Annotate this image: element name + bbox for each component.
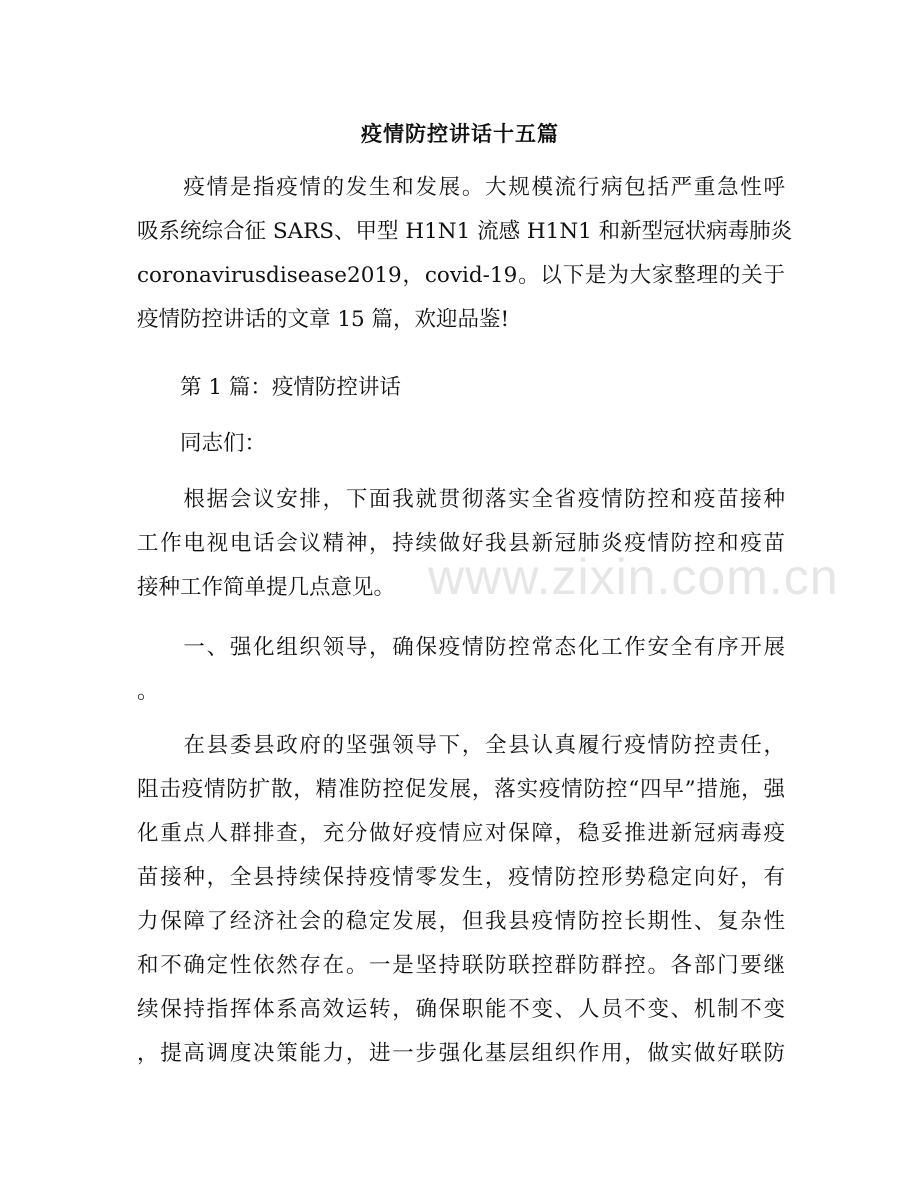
watermark: www.zixin.com.cn <box>428 549 839 605</box>
document-title: 疫情防控讲话十五篇 <box>361 121 559 146</box>
section-heading: 一、强化组织领导，确保疫情防控常态化工作安全有序开展 <box>137 635 785 660</box>
paragraph-line: 根据会议安排，下面我就贯彻落实全省疫情防控和疫苗接种 <box>137 487 785 512</box>
paragraph-line: 化重点人群排查，充分做好疫情应对保障，稳妥推进新冠病毒疫 <box>137 821 785 846</box>
section-heading: 。 <box>137 679 159 704</box>
intro-line: 疫情防控讲话的文章 15 篇，欢迎品鉴! <box>137 307 510 332</box>
paragraph-line: ，提高调度决策能力，进一步强化基层组织作用，做实做好联防 <box>137 1041 785 1066</box>
paragraph-line: 续保持指挥体系高效运转，确保职能不变、人员不变、机制不变 <box>137 997 785 1022</box>
paragraph-line: 力保障了经济社会的稳定发展，但我县疫情防控长期性、复杂性 <box>137 909 785 934</box>
paragraph-line: 和不确定性依然存在。一是坚持联防联控群防群控。各部门要继 <box>137 953 785 978</box>
paragraph-line: 苗接种，全县持续保持疫情零发生，疫情防控形势稳定向好，有 <box>137 865 785 890</box>
paragraph-line: 接种工作简单提几点意见。 <box>137 575 396 600</box>
paragraph-line: 在县委县政府的坚强领导下，全县认真履行疫情防控责任， <box>137 733 785 758</box>
salutation: 同志们： <box>137 431 267 456</box>
intro-line: 吸系统综合征 SARS、甲型 H1N1 流感 H1N1 和新型冠状病毒肺炎 <box>137 219 793 244</box>
paragraph-line: 工作电视电话会议精神，持续做好我县新冠肺炎疫情防控和疫苗 <box>137 531 785 556</box>
intro-line: 疫情是指疫情的发生和发展。大规模流行病包括严重急性呼 <box>137 175 785 200</box>
paragraph-line: 阻击疫情防扩散，精准防控促发展，落实疫情防控“四早”措施，强 <box>137 777 785 802</box>
chapter-heading: 第 1 篇：疫情防控讲话 <box>137 375 401 400</box>
intro-line: coronavirusdisease2019，covid-19。以下是为大家整理的关于 <box>137 263 785 288</box>
